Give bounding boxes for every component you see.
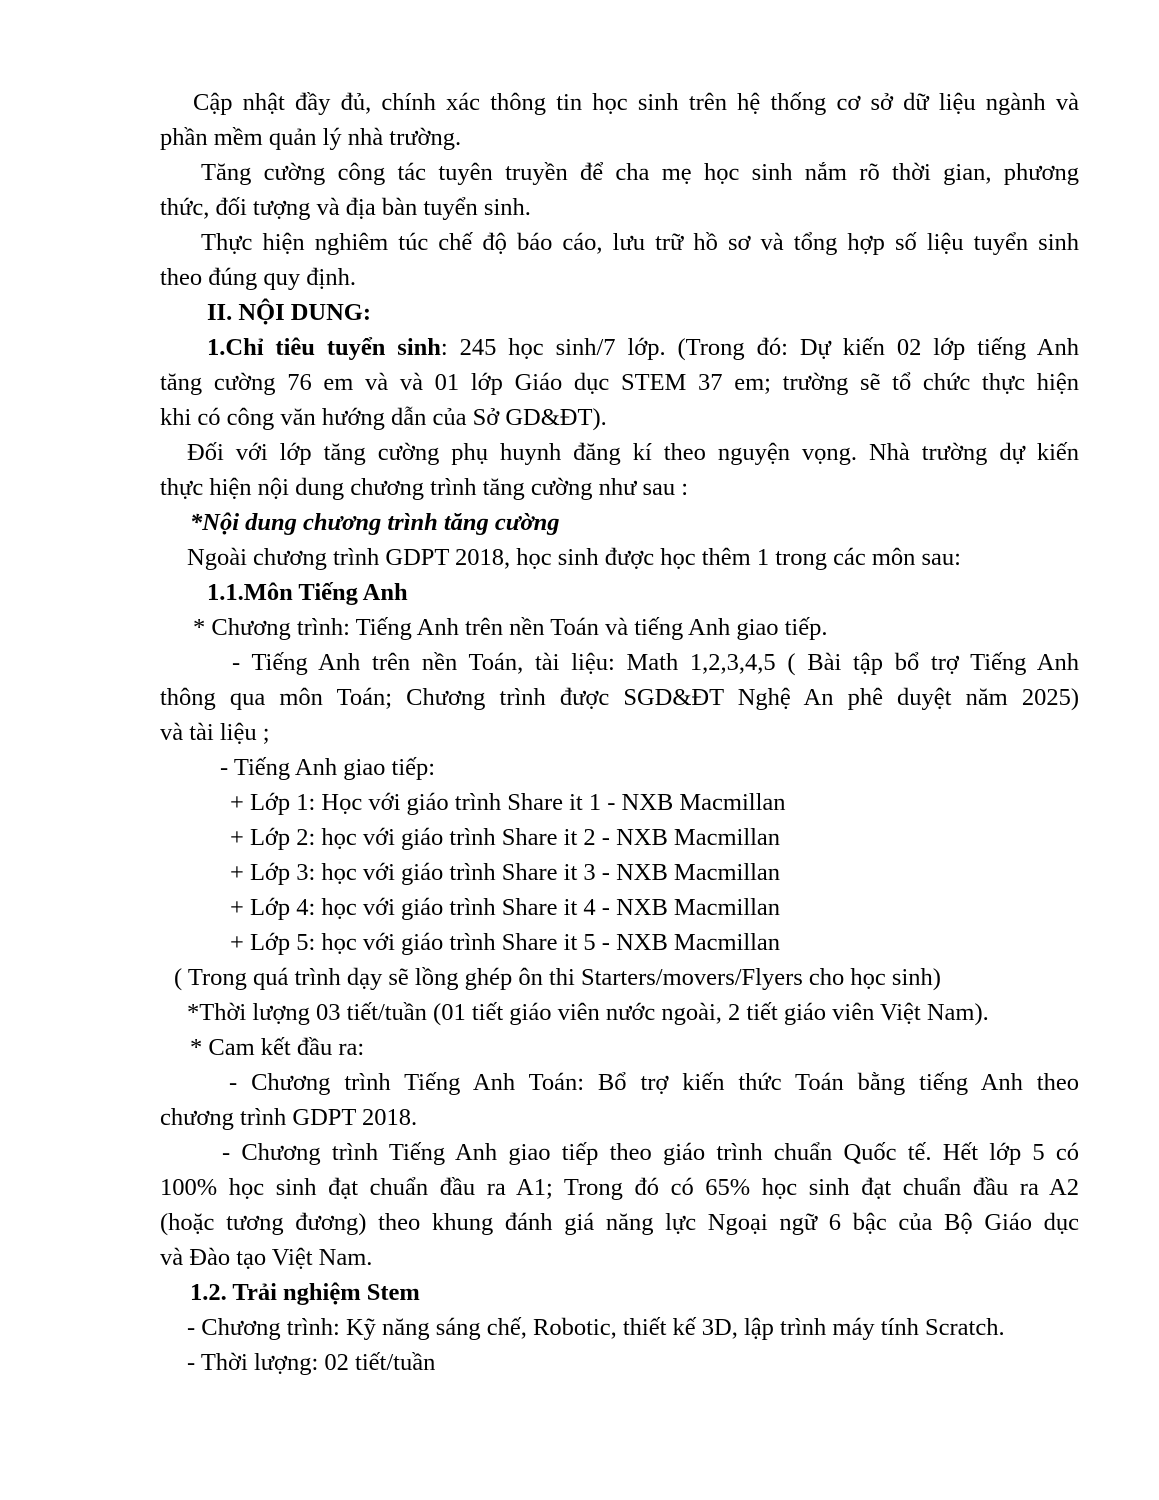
list-item: + Lớp 4: học với giáo trình Share it 4 - NXB Macmillan [230,894,781,921]
subsection-heading: *Nội dung chương trình tăng cường [190,509,560,536]
paragraph-line: Thực hiện nghiêm túc chế độ báo cáo, lưu trữ hồ sơ và tổng hợp số liệu tuyển sinh [201,229,1079,256]
paragraph-line: thức, đối tượng và địa bàn tuyển sinh. [160,194,531,221]
paragraph-line: - Thời lượng: 02 tiết/tuần [187,1349,436,1376]
paragraph-line: khi có công văn hướng dẫn của Sở GD&ĐT). [160,404,607,431]
paragraph-line: tăng cường 76 em và và 01 lớp Giáo dục STEM 37 em; trường sẽ tổ chức thực hiện [160,369,1079,396]
paragraph-line: Tăng cường công tác tuyên truyền để cha mẹ học sinh nắm rõ thời gian, phương [201,159,1079,186]
quota-text: : 245 học sinh/7 lớp. (Trong đó: Dự kiến 02 lớp tiếng Anh [440,334,1079,361]
paragraph-line: * Cam kết đầu ra: [190,1034,365,1061]
paragraph-line [207,330,1079,365]
paragraph-line: và tài liệu ; [160,719,270,746]
paragraph-line: phần mềm quản lý nhà trường. [160,124,462,151]
quota-label: 1.Chỉ tiêu tuyển sinh [207,334,441,361]
paragraph-line: Cập nhật đầy đủ, chính xác thông tin học sinh trên hệ thống cơ sở dữ liệu ngành và [193,89,1079,116]
paragraph-line: thông qua môn Toán; Chương trình được SGD&ĐT Nghệ An phê duyệt năm 2025) [160,684,1079,711]
paragraph-line: ( Trong quá trình dạy sẽ lồng ghép ôn thi Starters/movers/Flyers cho học sinh) [174,964,941,991]
list-item: + Lớp 3: học với giáo trình Share it 3 - NXB Macmillan [230,859,781,886]
paragraph-line: (hoặc tương đương) theo khung đánh giá năng lực Ngoại ngữ 6 bậc của Bộ Giáo dục [160,1209,1079,1236]
paragraph-line: - Tiếng Anh trên nền Toán, tài liệu: Math 1,2,3,4,5 ( Bài tập bổ trợ Tiếng Anh [232,649,1079,676]
subsection-heading: 1.1.Môn Tiếng Anh [207,579,408,606]
paragraph-line: thực hiện nội dung chương trình tăng cường như sau : [160,474,689,501]
section-heading: II. NỘI DUNG: [207,299,372,326]
paragraph-line: - Chương trình: Kỹ năng sáng chế, Robotic, thiết kế 3D, lập trình máy tính Scratch. [187,1314,1005,1341]
paragraph-line: theo đúng quy định. [160,264,356,291]
list-item: + Lớp 2: học với giáo trình Share it 2 - NXB Macmillan [230,824,781,851]
paragraph-line: *Thời lượng 03 tiết/tuần (01 tiết giáo viên nước ngoài, 2 tiết giáo viên Việt Nam). [187,999,989,1026]
list-item: + Lớp 5: học với giáo trình Share it 5 - NXB Macmillan [230,929,781,956]
paragraph-line: và Đào tạo Việt Nam. [160,1244,373,1271]
subsection-heading: 1.2. Trải nghiệm Stem [190,1279,420,1306]
list-item: + Lớp 1: Học với giáo trình Share it 1 - NXB Macmillan [230,789,786,816]
paragraph-line: Đối với lớp tăng cường phụ huynh đăng kí theo nguyện vọng. Nhà trường dự kiến [187,439,1079,466]
paragraph-line: Ngoài chương trình GDPT 2018, học sinh được học thêm 1 trong các môn sau: [187,544,961,571]
paragraph-line: chương trình GDPT 2018. [160,1104,418,1131]
paragraph-line: - Chương trình Tiếng Anh giao tiếp theo giáo trình chuẩn Quốc tế. Hết lớp 5 có [222,1139,1079,1166]
paragraph-line: 100% học sinh đạt chuẩn đầu ra A1; Trong đó có 65% học sinh đạt chuẩn đầu ra A2 [160,1174,1079,1201]
paragraph-line: - Chương trình Tiếng Anh Toán: Bổ trợ kiến thức Toán bằng tiếng Anh theo [229,1069,1079,1096]
paragraph-line: - Tiếng Anh giao tiếp: [220,754,436,781]
paragraph-line: * Chương trình: Tiếng Anh trên nền Toán và tiếng Anh giao tiếp. [193,614,828,641]
